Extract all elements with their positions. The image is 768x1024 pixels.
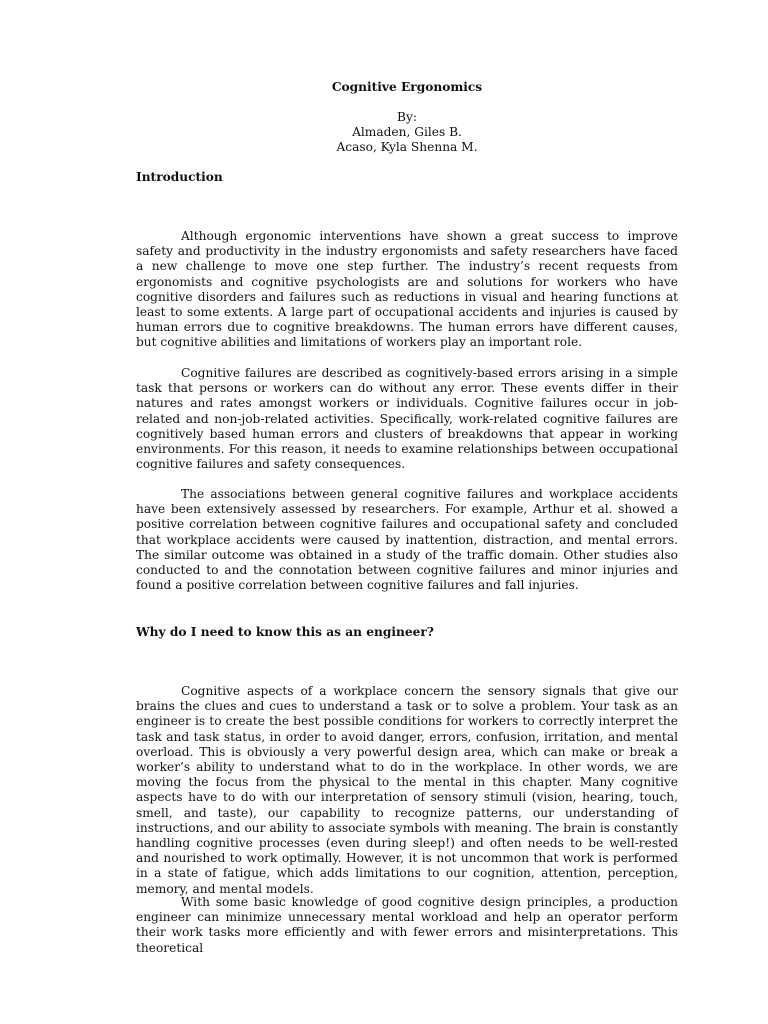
body-paragraph: With some basic knowledge of good cognitive design principles, a production engineer can minimize unnecessary mental workload and help an operator perform their work tasks more efficiently and with fewer errors and misinterpretations. This theoretical [136,895,678,955]
document-title: Cognitive Ergonomics [331,80,483,94]
section-heading-why-engineer: Why do I need to know this as an engineer? [136,625,434,639]
body-paragraph: The associations between general cognitive failures and workplace accidents have been extensively assessed by researchers. For example, Arthur et al. showed a positive correlation between cognitive failures and occupational safety and concluded that workplace accidents were caused by inattention, distraction, and mental errors. The similar outcome was obtained in a study of the traffic domain. Other studies also conducted to and the connotation between cognitive failures and minor injuries and found a positive correlation between cognitive failures and fall injuries. [136,487,678,593]
byline: By: [397,110,417,124]
body-paragraph: Cognitive aspects of a workplace concern the sensory signals that give our brains the clues and cues to understand a task or to solve a problem. Your task as an engineer is to create the best possible conditions for workers to correctly interpret the task and task status, in order to avoid danger, errors, confusion, irritation, and mental overload. This is obviously a very powerful design area, which can make or break a worker’s ability to understand what to do in the workplace. In other words, we are moving the focus from the physical to the mental in this chapter. Many cognitive aspects have to do with our interpretation of sensory stimuli (vision, hearing, touch, smell, and taste), our capability to recognize patterns, our understanding of instructions, and our ability to associate symbols with meaning. The brain is constantly handling cognitive processes (even during sleep!) and often needs to be well-rested and nourished to work optimally. However, it is not uncommon that work is performed in a state of fatigue, which adds limitations to our cognition, attention, perception, memory, and mental models. [136,684,678,896]
author-name: Acaso, Kyla Shenna M. [336,140,478,154]
section-heading-introduction: Introduction [136,170,223,184]
body-paragraph: Cognitive failures are described as cognitively-based errors arising in a simple task that persons or workers can do without any error. These events differ in their natures and rates amongst workers or individuals. Cognitive failures occur in job-related and non-job-related activities. Specifically, work-related cognitive failures are cognitively based human errors and clusters of breakdowns that appear in working environments. For this reason, it needs to examine relationships between occupational cognitive failures and safety consequences. [136,366,678,472]
author-name: Almaden, Giles B. [352,125,462,139]
body-paragraph: Although ergonomic interventions have shown a great success to improve safety and productivity in the industry ergonomists and safety researchers have faced a new challenge to move one step further. The industry’s recent requests from ergonomists and cognitive psychologists are and solutions for workers who have cognitive disorders and failures such as reductions in visual and hearing functions at least to some extents. A large part of occupational accidents and injuries is caused by human errors due to cognitive breakdowns. The human errors have different causes, but cognitive abilities and limitations of workers play an important role. [136,229,678,350]
